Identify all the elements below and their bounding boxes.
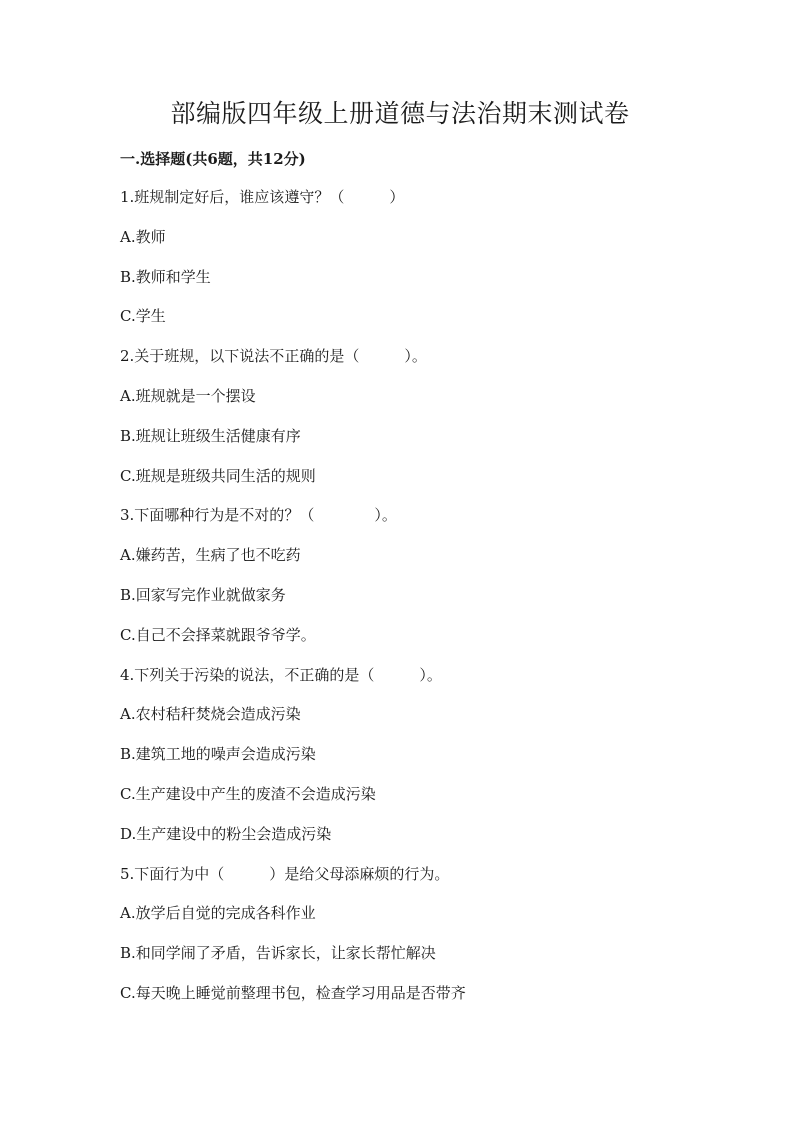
- question-3-option-a: A.嫌药苦，生病了也不吃药: [120, 546, 301, 565]
- question-5-option-a: A.放学后自觉的完成各科作业: [120, 904, 316, 923]
- question-2-option-a: A.班规就是一个摆设: [120, 386, 256, 405]
- section-heading: 一.选择题(共6题，共12分): [120, 150, 306, 168]
- question-2-option-b: B.班规让班级生活健康有序: [120, 426, 301, 445]
- question-4-option-a: A.农村秸秆焚烧会造成污染: [120, 705, 301, 724]
- question-3: 3.下面哪种行为是不对的？（ ）。: [120, 506, 397, 525]
- question-4-option-b: B.建筑工地的噪声会造成污染: [120, 745, 316, 764]
- page-title: 部编版四年级上册道德与法治期末测试卷: [170, 99, 630, 128]
- question-4: 4.下列关于污染的说法，不正确的是（ ）。: [120, 665, 442, 684]
- question-3-option-c: C.自己不会择菜就跟爷爷学。: [120, 625, 316, 644]
- question-list: [120, 178, 720, 1014]
- question-4-option-c: C.生产建设中产生的废渣不会造成污染: [120, 784, 376, 803]
- question-5-option-c: C.每天晚上睡觉前整理书包，检查学习用品是否带齐: [120, 983, 466, 1002]
- question-5-option-b: B.和同学闹了矛盾，告诉家长，让家长帮忙解决: [120, 944, 436, 963]
- question-5: 5.下面行为中（ ）是给父母添麻烦的行为。: [120, 864, 450, 883]
- question-2: 2.关于班规，以下说法不正确的是（ ）。: [120, 347, 427, 366]
- question-2-option-c: C.班规是班级共同生活的规则: [120, 466, 316, 485]
- question-1-option-b: B.教师和学生: [120, 267, 211, 286]
- question-1-option-a: A.教师: [120, 227, 166, 246]
- question-1-option-c: C.学生: [120, 307, 166, 326]
- question-4-option-d: D.生产建设中的粉尘会造成污染: [120, 824, 332, 843]
- question-3-option-b: B.回家写完作业就做家务: [120, 585, 286, 604]
- question-1: 1.班规制定好后，谁应该遵守？（ ）: [120, 188, 405, 206]
